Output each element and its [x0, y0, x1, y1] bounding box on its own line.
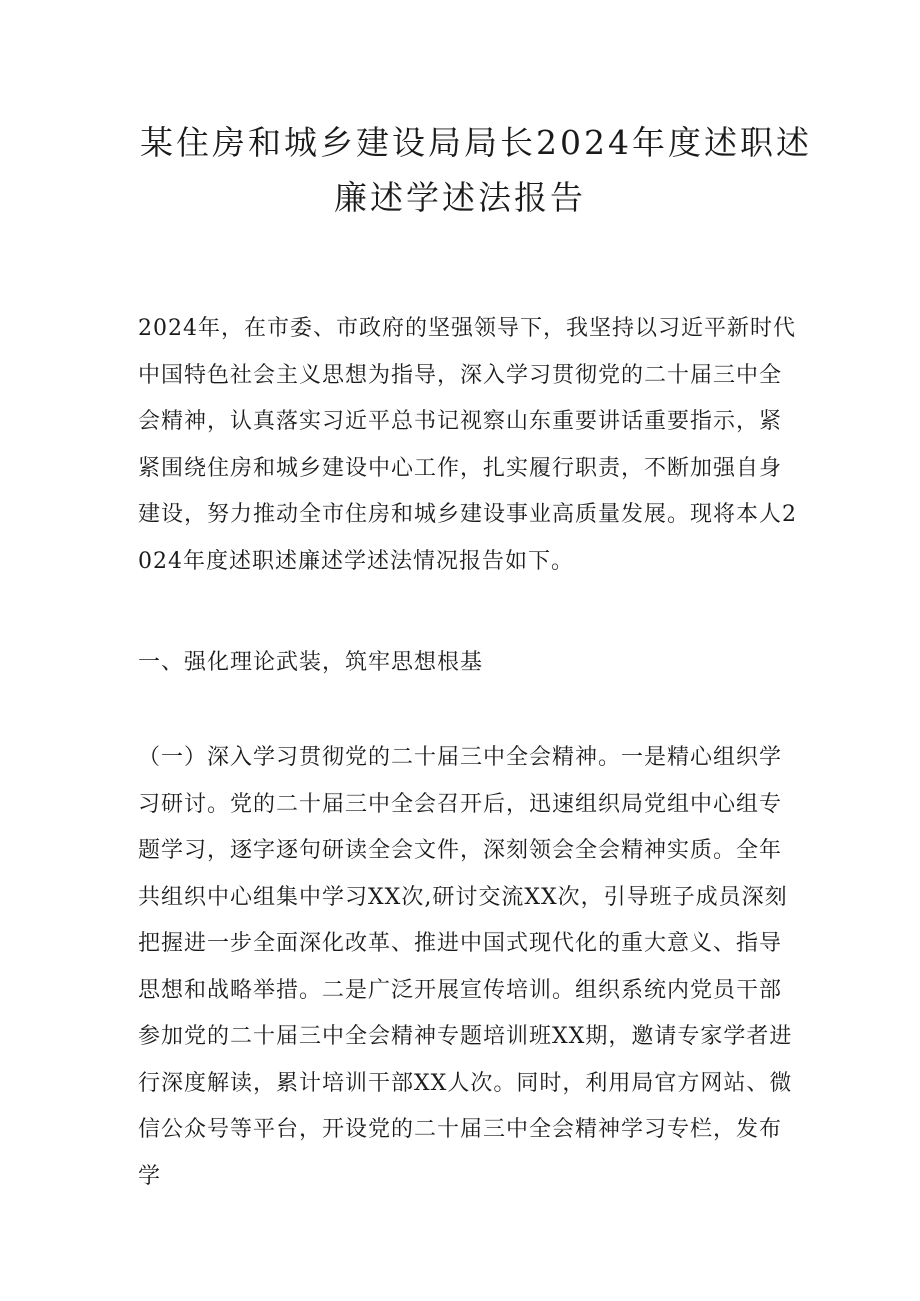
section-1-paragraph-1: （一）深入学习贯彻党的二十届三中全会精神。一是精心组织学习研讨。党的二十届三中全会召开后，迅速组织局党组中心组专题学习，逐字逐句研读全会文件，深刻领会全会精神实质。全年共组织中心组集中学习XX次,研讨交流XX次，引导班子成员深刻把握进一步全面深化改革、推进中国式现代化的重大意义、指导思想和战略举措。二是广泛开展宣传培训。组织系统内党员干部参加党的二十届三中全会精神专题培训班XX期，邀请专家学者进行深度解读，累计培训干部XX人次。同时，利用局官方网站、微信公众号等平台，开设党的二十届三中全会精神学习专栏，发布学 — [138, 745, 793, 1189]
intro-paragraph: 2024年，在市委、市政府的坚强领导下，我坚持以习近平新时代中国特色社会主义思想为指导，深入学习贯彻党的二十届三中全会精神，认真落实习近平总书记视察山东重要讲话重要指示，紧紧围绕住房和城乡建设中心工作，扎实履行职责，不断加强自身建设，努力推动全市住房和城乡建设事业高质量发展。现将本人2024年度述职述廉述学述法情况报告如下。 — [138, 316, 797, 574]
document-title-line-2: 廉述学述法报告 — [334, 178, 586, 217]
document-title-line-1: 某住房和城乡建设局局长2024年度述职述 — [140, 123, 812, 162]
section-heading-1: 一、强化理论武装，筑牢思想根基 — [138, 650, 484, 675]
